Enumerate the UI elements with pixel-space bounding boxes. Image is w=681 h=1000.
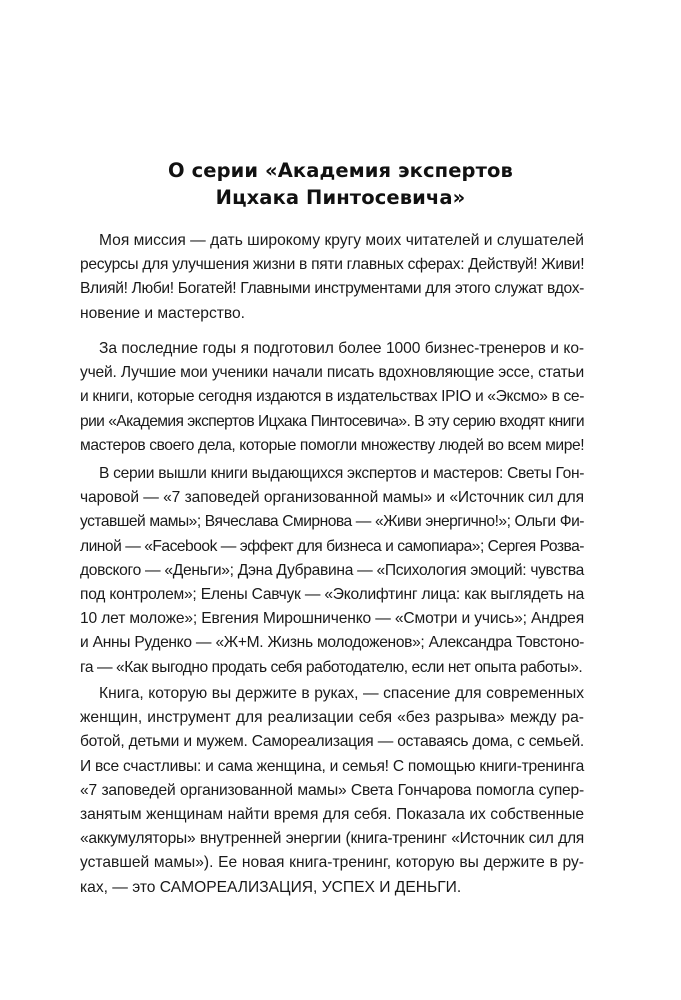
paragraph-line: женщин, инструмент для реализации себя «без разрыва» между ра- (80, 709, 584, 727)
paragraph-line: и книги, которые сегодня издаются в издательствах IPIO и «Эксмо» в се- (80, 388, 585, 406)
paragraph-line: ках, — это САМОРЕАЛИЗАЦИЯ, УСПЕХ И ДЕНЬГИ. (80, 878, 462, 896)
paragraph-mission (80, 229, 584, 326)
paragraph-line: га — «Как выгодно продать себя работодателю, если нет опыта работы». (80, 658, 583, 676)
paragraph-line: ботой, детьми и мужем. Самореализация — оставаясь дома, с семьей. (80, 733, 584, 751)
paragraph-line: занятым женщинам найти время для себя. Показала их собственные (80, 806, 584, 824)
paragraph-line: новение и мастерство. (80, 304, 245, 322)
paragraph-line: учей. Лучшие мои ученики начали писать вдохновляющие эссе, статьи (80, 364, 584, 382)
paragraph-line: И все счастливы: и сама женщина, и семья! С помощью книги-тренинга (80, 757, 585, 775)
paragraph-line: Влияй! Люби! Богатей! Главными инструментами для этого служат вдох- (80, 280, 584, 298)
paragraph-line: рии «Академия экспертов Ицхака Пинтосевича». В эту серию входят книги (80, 412, 584, 430)
paragraph-line: линой — «Facebook — эффект для бизнеса и самопиара»; Сергея Розва- (80, 537, 584, 555)
paragraph-line: чаровой — «7 заповедей организованной мамы» и «Источник сил для (80, 489, 584, 507)
paragraph-line: и Анны Руденко — «Ж+М. Жизнь молодоженов»; Александра Товстоно- (80, 634, 584, 652)
paragraph-line: ресурсы для улучшения жизни в пяти главных сферах: Действуй! Живи! (80, 256, 585, 274)
paragraph-line: «7 заповедей организованной мамы» Света Гончарова помогла супер- (80, 781, 584, 799)
paragraph-line: «аккумуляторы» внутренней энергии (книга-тренинг «Источник сил для (80, 830, 584, 848)
paragraph-line: За последние годы я подготовил более 1000 бизнес-тренеров и ко- (99, 340, 584, 357)
paragraph-trainers (80, 337, 584, 458)
paragraph-book-intro (80, 682, 584, 900)
paragraph-authors (80, 462, 584, 680)
page-title (0, 157, 681, 211)
title-line-1: О серии «Академия экспертов (168, 159, 513, 182)
paragraph-line: Книга, которую вы держите в руках, — спасение для современных (99, 685, 584, 702)
paragraph-line: мастеров своего дела, которые помогли множеству людей во всем мире! (80, 436, 585, 454)
paragraph-line: В серии вышли книги выдающихся экспертов и мастеров: Светы Гон- (99, 465, 585, 482)
paragraph-line: 10 лет моложе»; Евгения Мирошниченко — «Смотри и учись»; Андрея (80, 610, 584, 628)
paragraph-line: Моя миссия — дать широкому кругу моих читателей и слушателей (99, 232, 584, 249)
paragraph-line: довского — «Деньги»; Дэна Дубравина — «Психология эмоций: чувства (80, 561, 584, 579)
paragraph-line: уставшей мамы»). Ее новая книга-тренинг, которую вы держите в ру- (80, 854, 584, 872)
paragraph-line: уставшей мамы»; Вячеслава Смирнова — «Живи энергично!»; Ольги Фи- (80, 513, 584, 531)
paragraph-line: под контролем»; Елены Савчук — «Эколифтинг лица: как выглядеть на (80, 586, 584, 604)
title-line-2: Ицхака Пинтосевича» (215, 186, 466, 209)
